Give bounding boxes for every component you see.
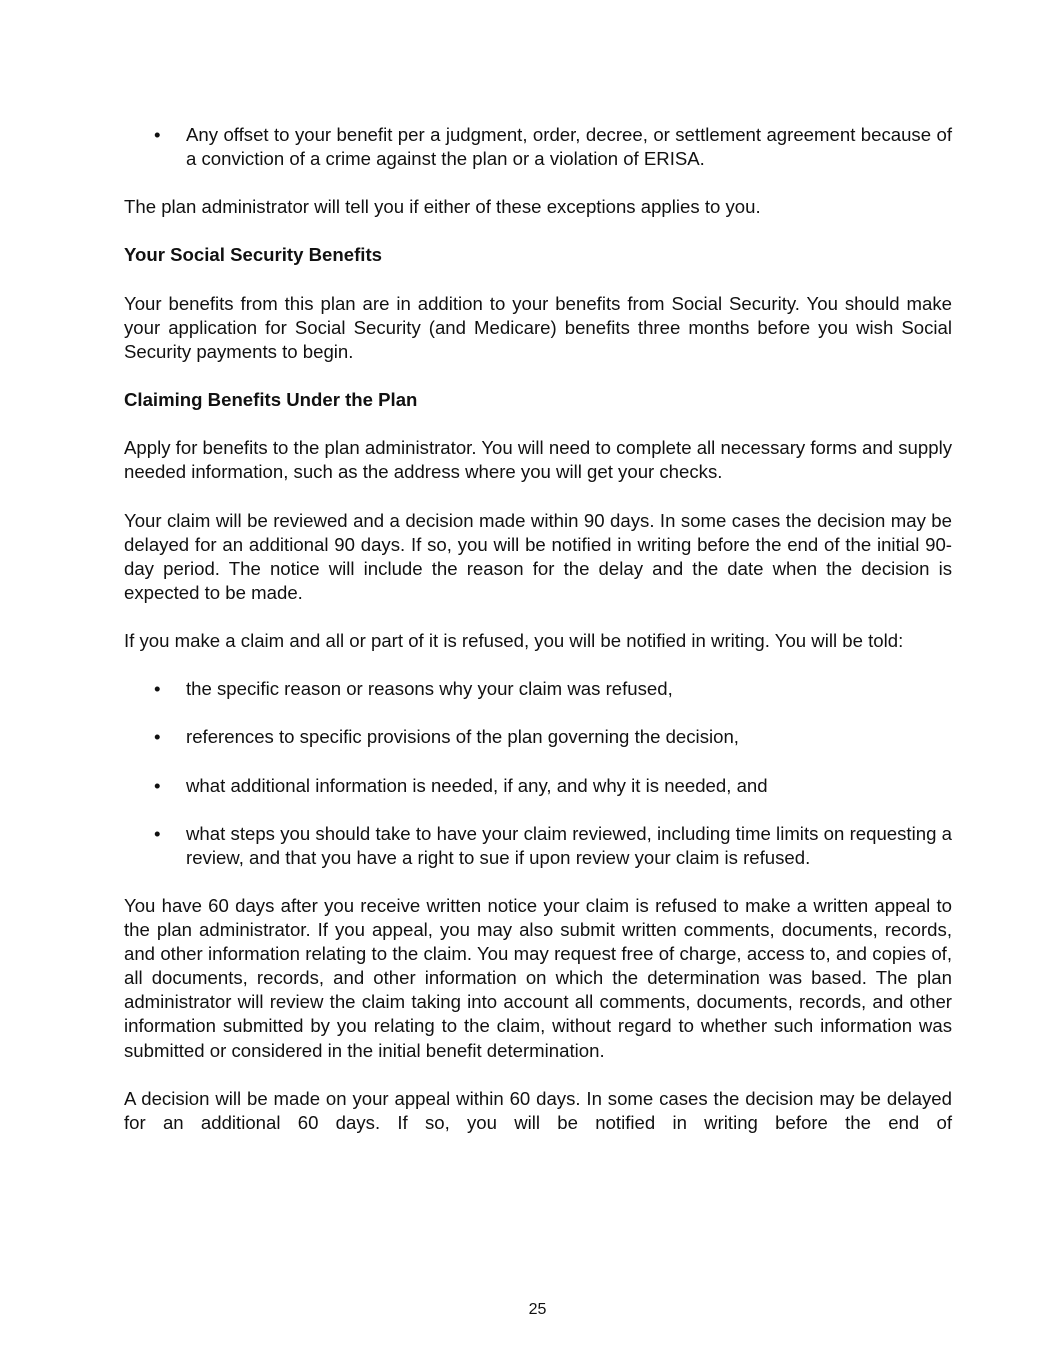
bullet-text: what additional information is needed, if any, and why it is needed, and: [186, 774, 768, 796]
bullet-icon: •: [154, 124, 161, 145]
bullet-text: references to specific provisions of the plan governing the decision,: [186, 726, 739, 748]
bullet-text: Any offset to your benefit per a judgment, order, decree, or settlement agreement because of a conviction of a crime against the plan or a violation of ERISA.: [186, 124, 952, 170]
claiming-benefits-heading: Claiming Benefits Under the Plan: [124, 389, 418, 411]
list-item: [124, 774, 952, 798]
refusal-reasons-list: [124, 677, 952, 870]
offset-bullet-list: [124, 123, 952, 171]
exceptions-note: The plan administrator will tell you if either of these exceptions applies to you.: [124, 196, 761, 218]
bullet-icon: •: [154, 774, 161, 796]
bullet-icon: •: [154, 678, 161, 700]
page-number: 25: [528, 1301, 547, 1318]
bullet-text: what steps you should take to have your claim reviewed, including time limits on requesting a review, and that you have a right to sue if upon review your claim is refused.: [186, 822, 952, 868]
bullet-text: the specific reason or reasons why your claim was refused,: [186, 678, 673, 700]
list-item: [124, 725, 952, 749]
appeal-decision-paragraph: A decision will be made on your appeal within 60 days. In some cases the decision may be delayed for an additional 60 days. If so, you will be notified in writing before the end of: [124, 1087, 952, 1133]
review-timing-paragraph: Your claim will be reviewed and a decision made within 90 days. In some cases the decision may be delayed for an additional 90 days. If so, you will be notified in writing before the end of the initial 90-day period. The notice will include the reason for the delay and the date when the decision is expected to be made.: [124, 509, 952, 603]
appeal-paragraph: You have 60 days after you receive written notice your claim is refused to make a written appeal to the plan administrator. If you appeal, you may also submit written comments, documents, records, and other information relating to the claim. You may request free of charge, access to, and copies of, all documents, records, and other information on which the determination was based. The plan administrator will review the claim taking into account all comments, documents, records, and other information submitted by you relating to the claim, without regard to whether such information was submitted or considered in the initial benefit determination.: [124, 895, 952, 1061]
bullet-icon: •: [154, 822, 161, 844]
list-item: [124, 822, 952, 870]
document-page: [124, 123, 952, 1159]
apply-paragraph: Apply for benefits to the plan administrator. You will need to complete all necessary forms and supply needed information, such as the address where you will get your checks.: [124, 437, 952, 483]
social-security-heading: Your Social Security Benefits: [124, 244, 382, 266]
list-item: [124, 123, 952, 171]
refusal-paragraph: If you make a claim and all or part of it is refused, you will be notified in writing. You will be told:: [124, 629, 904, 651]
list-item: [124, 677, 952, 701]
social-security-paragraph: Your benefits from this plan are in addition to your benefits from Social Security. You should make your application for Social Security (and Medicare) benefits three months before you wish Social Security payments to begin.: [124, 292, 952, 362]
bullet-icon: •: [154, 726, 161, 748]
